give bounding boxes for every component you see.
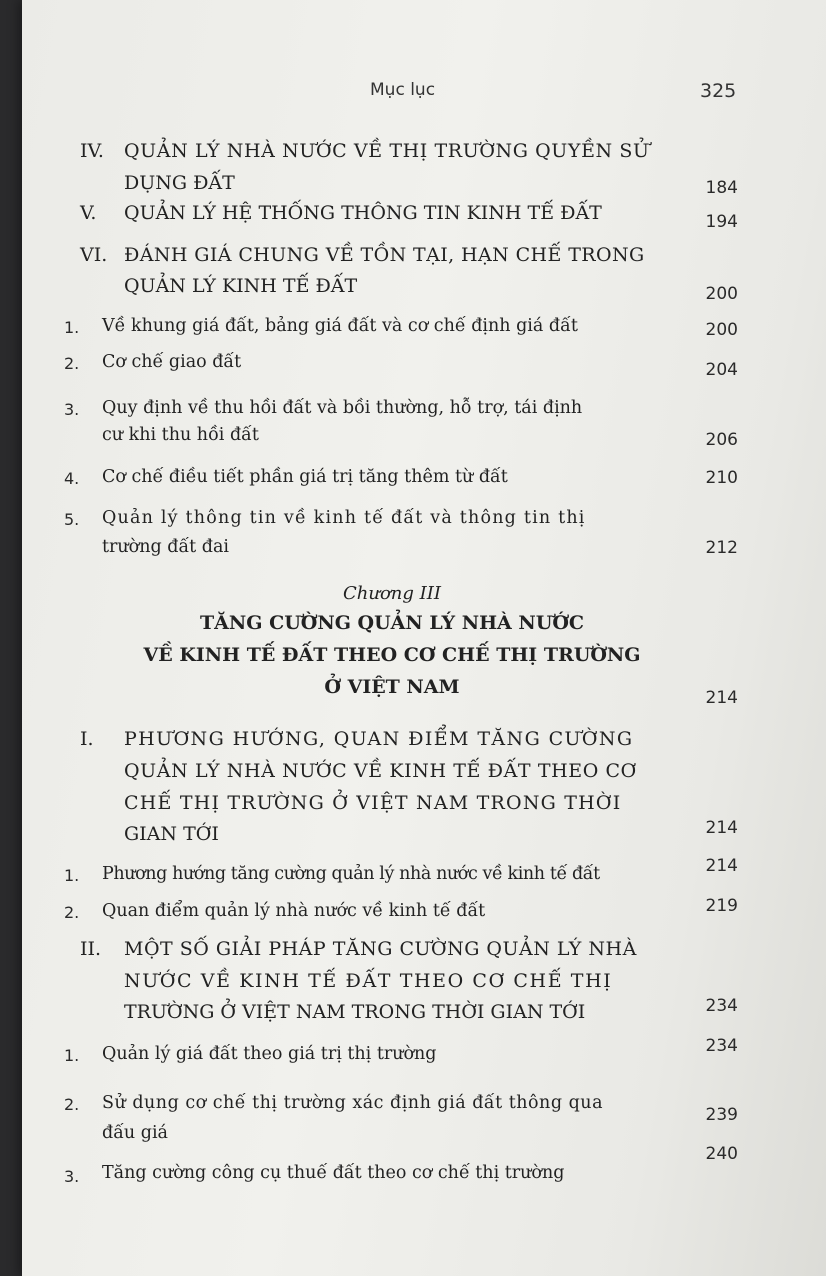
toc-page-number: 234 bbox=[705, 996, 738, 1016]
toc-subsection-title-line: Về khung giá đất, bảng giá đất và cơ chế định giá đất bbox=[102, 316, 578, 336]
toc-section-title-line: MỘT SỐ GIẢI PHÁP TĂNG CƯỜNG QUẢN LÝ NHÀ bbox=[124, 938, 637, 960]
toc-section-title-line: DỤNG ĐẤT bbox=[124, 172, 235, 194]
chapter-title-line: Ở VIỆT NAM bbox=[324, 676, 460, 698]
toc-section-number: I. bbox=[80, 728, 94, 750]
toc-subsection-title-line: Quản lý thông tin về kinh tế đất và thông tin thị bbox=[102, 508, 586, 528]
toc-subsection-title-line: Phương hướng tăng cường quản lý nhà nước về kinh tế đất bbox=[102, 864, 600, 884]
toc-page-number: 214 bbox=[705, 856, 738, 876]
toc-section-number: VI. bbox=[80, 244, 108, 266]
toc-subsection-number: 2. bbox=[64, 1095, 80, 1114]
toc-section-title-line: CHẾ THỊ TRƯỜNG Ở VIỆT NAM TRONG THỜI bbox=[124, 792, 622, 814]
toc-section-title-line: PHƯƠNG HƯỚNG, QUAN ĐIỂM TĂNG CƯỜNG bbox=[124, 728, 634, 750]
toc-subsection-title-line: Quan điểm quản lý nhà nước về kinh tế đất bbox=[102, 901, 486, 921]
toc-section-title-line: QUẢN LÝ NHÀ NƯỚC VỀ KINH TẾ ĐẤT THEO CƠ bbox=[124, 760, 637, 782]
toc-subsection-title-line: Cơ chế điều tiết phần giá trị tăng thêm từ đất bbox=[102, 467, 508, 487]
toc-section-title-line: QUẢN LÝ KINH TẾ ĐẤT bbox=[124, 275, 358, 297]
chapter-title-line: VỀ KINH TẾ ĐẤT THEO CƠ CHẾ THỊ TRƯỜNG bbox=[143, 644, 641, 666]
toc-page-number: 204 bbox=[705, 360, 738, 380]
toc-section-number: IV. bbox=[80, 140, 104, 162]
toc-subsection-number: 1. bbox=[64, 866, 80, 885]
toc-section-title-line: NƯỚC VỀ KINH TẾ ĐẤT THEO CƠ CHẾ THỊ bbox=[124, 970, 613, 992]
toc-page-number: 184 bbox=[705, 178, 738, 198]
toc-page-number: 214 bbox=[705, 818, 738, 838]
toc-subsection-title-line: đấu giá bbox=[102, 1123, 168, 1143]
toc-page-number: 206 bbox=[705, 430, 738, 450]
toc-subsection-title-line: Tăng cường công cụ thuế đất theo cơ chế thị trường bbox=[102, 1163, 565, 1183]
chapter-title-line: TĂNG CƯỜNG QUẢN LÝ NHÀ NƯỚC bbox=[200, 612, 584, 634]
toc-subsection-title-line: cư khi thu hồi đất bbox=[102, 425, 259, 445]
toc-page-number: 234 bbox=[705, 1036, 738, 1056]
toc-subsection-number: 2. bbox=[64, 354, 80, 373]
toc-subsection-title-line: Cơ chế giao đất bbox=[102, 352, 242, 372]
toc-section-title-line: QUẢN LÝ NHÀ NƯỚC VỀ THỊ TRƯỜNG QUYỀN SỬ bbox=[124, 140, 650, 162]
toc-section-title-line: ĐÁNH GIÁ CHUNG VỀ TỒN TẠI, HẠN CHẾ TRONG bbox=[124, 244, 645, 266]
toc-page-number: 212 bbox=[705, 538, 738, 558]
toc-page-number: 200 bbox=[705, 284, 738, 304]
toc-section-number: V. bbox=[80, 202, 97, 224]
toc-section-title-line: GIAN TỚI bbox=[124, 823, 219, 845]
toc-subsection-number: 1. bbox=[64, 1046, 80, 1065]
toc-subsection-number: 4. bbox=[64, 469, 80, 488]
toc-subsection-number: 2. bbox=[64, 903, 80, 922]
toc-page-number: 200 bbox=[705, 320, 738, 340]
chapter-label: Chương III bbox=[343, 583, 441, 604]
toc-page-number: 240 bbox=[705, 1144, 738, 1164]
toc-section-title-line: QUẢN LÝ HỆ THỐNG THÔNG TIN KINH TẾ ĐẤT bbox=[124, 202, 602, 224]
toc-subsection-number: 1. bbox=[64, 318, 80, 337]
toc-subsection-number: 3. bbox=[64, 400, 80, 419]
toc-subsection-title-line: Quy định về thu hồi đất và bồi thường, hỗ trợ, tái định bbox=[102, 398, 583, 418]
toc-page-number: 219 bbox=[705, 896, 738, 916]
toc-page-number: 194 bbox=[705, 212, 738, 232]
toc-page-number: 210 bbox=[705, 468, 738, 488]
toc-page-number: 239 bbox=[705, 1105, 738, 1125]
toc-subsection-title-line: trường đất đai bbox=[102, 537, 229, 557]
toc-subsection-number: 5. bbox=[64, 510, 80, 529]
book-page bbox=[22, 0, 826, 1276]
toc-section-title-line: TRƯỜNG Ở VIỆT NAM TRONG THỜI GIAN TỚI bbox=[124, 1001, 586, 1023]
toc-subsection-title-line: Quản lý giá đất theo giá trị thị trường bbox=[102, 1044, 437, 1064]
page-header-title: Mục lục bbox=[370, 80, 436, 100]
toc-subsection-number: 3. bbox=[64, 1167, 80, 1186]
toc-section-number: II. bbox=[80, 938, 102, 960]
toc-page-number: 214 bbox=[705, 688, 738, 708]
toc-subsection-title-line: Sử dụng cơ chế thị trường xác định giá đất thông qua bbox=[102, 1093, 604, 1113]
page-header-number: 325 bbox=[700, 80, 737, 102]
